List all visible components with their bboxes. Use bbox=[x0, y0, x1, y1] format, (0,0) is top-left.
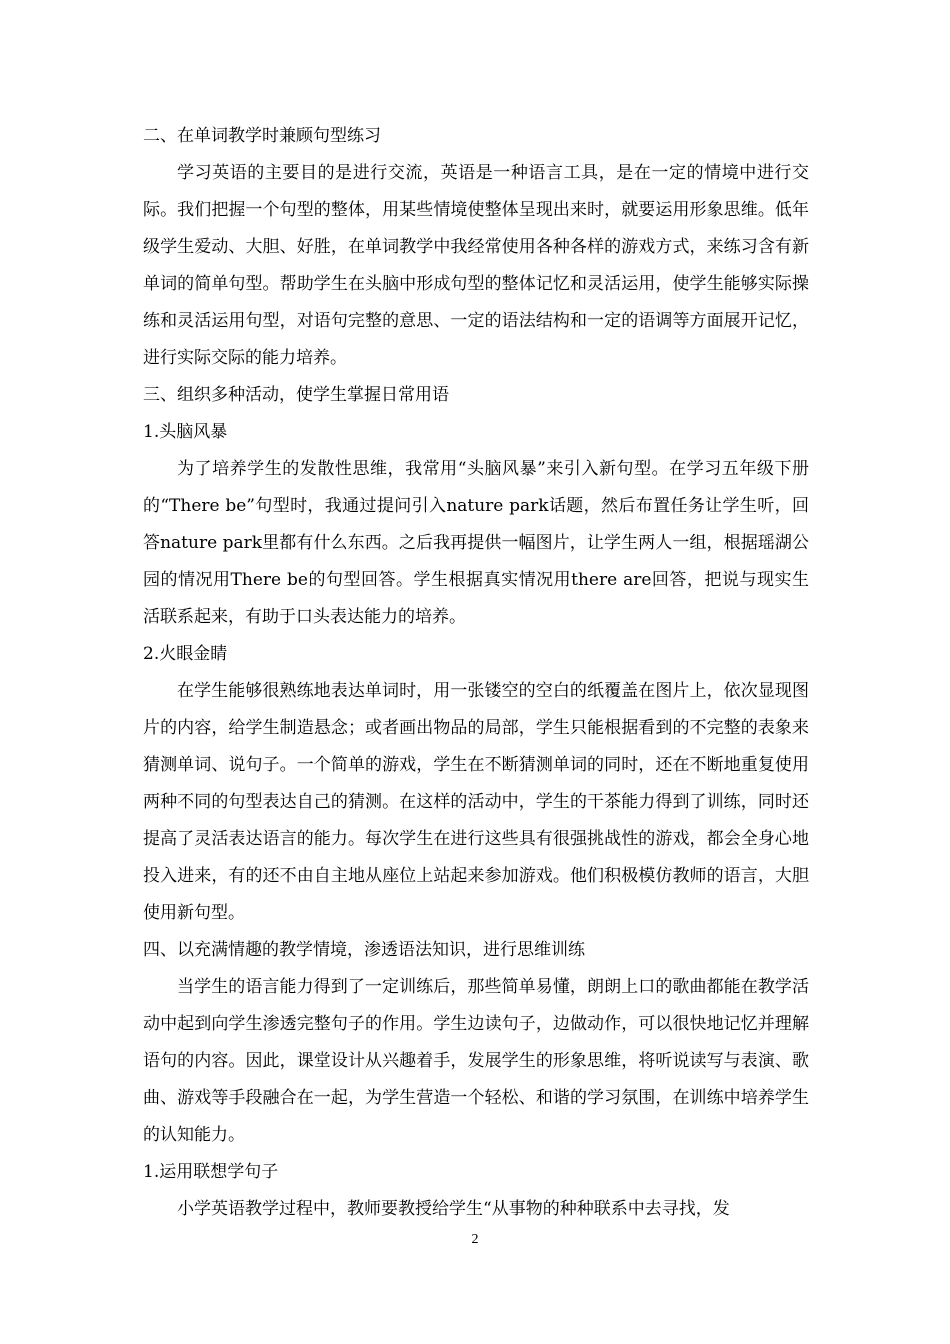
subsection-heading: 1.运用联想学句子 bbox=[143, 1162, 279, 1182]
subsection-heading: 2.火眼金睛 bbox=[143, 644, 228, 664]
document-body bbox=[143, 118, 809, 1228]
paragraph: 在学生能够很熟练地表达单词时，用一张镂空的空白的纸覆盖在图片上，依次显现图片的内容，给学生制造悬念；或者画出物品的局部，学生只能根据看到的不完整的表象来猜测单词、说句子。一个简单的游戏，学生在不断猜测单词的同时，还在不断地重复使用两种不同的句型表达自己的猜测。在这样的活动中，学生的干茶能力得到了训练，同时还提高了灵活表达语言的能力。每次学生在进行这些具有很强挑战性的游戏，都会全身心地投入进来，有的还不由自主地从座位上站起来参加游戏。他们积极模仿教师的语言，大胆使用新句型。 bbox=[143, 681, 809, 923]
paragraph: 小学英语教学过程中，教师要教授给学生“从事物的种种联系中去寻找，发 bbox=[177, 1199, 730, 1219]
section-heading-4: 四、以充满情趣的教学情境，渗透语法知识，进行思维训练 bbox=[143, 940, 585, 960]
paragraph: 学习英语的主要目的是进行交流，英语是一种语言工具，是在一定的情境中进行交际。我们把握一个句型的整体，用某些情境使整体呈现出来时，就要运用形象思维。低年级学生爱动、大胆、好胜，在单词教学中我经常使用各种各样的游戏方式，来练习含有新单词的简单句型。帮助学生在头脑中形成句型的整体记忆和灵活运用，使学生能够实际操练和灵活运用句型，对语句完整的意思、一定的语法结构和一定的语调等方面展开记忆，进行实际交际的能力培养。 bbox=[143, 163, 809, 368]
section-heading-3: 三、组织多种活动，使学生掌握日常用语 bbox=[143, 385, 449, 405]
paragraph: 当学生的语言能力得到了一定训练后，那些简单易懂，朗朗上口的歌曲都能在教学活动中起到向学生渗透完整句子的作用。学生边读句子，边做动作，可以很快地记忆并理解语句的内容。因此，课堂设计从兴趣着手，发展学生的形象思维，将听说读写与表演、歌曲、游戏等手段融合在一起，为学生营造一个轻松、和谐的学习氛围，在训练中培养学生的认知能力。 bbox=[143, 977, 809, 1145]
section-heading-2: 二、在单词教学时兼顾句型练习 bbox=[143, 126, 381, 146]
page-number: 2 bbox=[471, 1232, 479, 1247]
paragraph: 为了培养学生的发散性思维，我常用“头脑风暴”来引入新句型。在学习五年级下册的“There be”句型时，我通过提问引入nature park话题，然后布置任务让学生听，回答nature park里都有什么东西。之后我再提供一幅图片，让学生两人一组，根据瑶湖公园的情况用There be的句型回答。学生根据真实情况用there are回答，把说与现实生活联系起来，有助于口头表达能力的培养。 bbox=[143, 459, 809, 627]
subsection-heading: 1.头脑风暴 bbox=[143, 422, 228, 442]
